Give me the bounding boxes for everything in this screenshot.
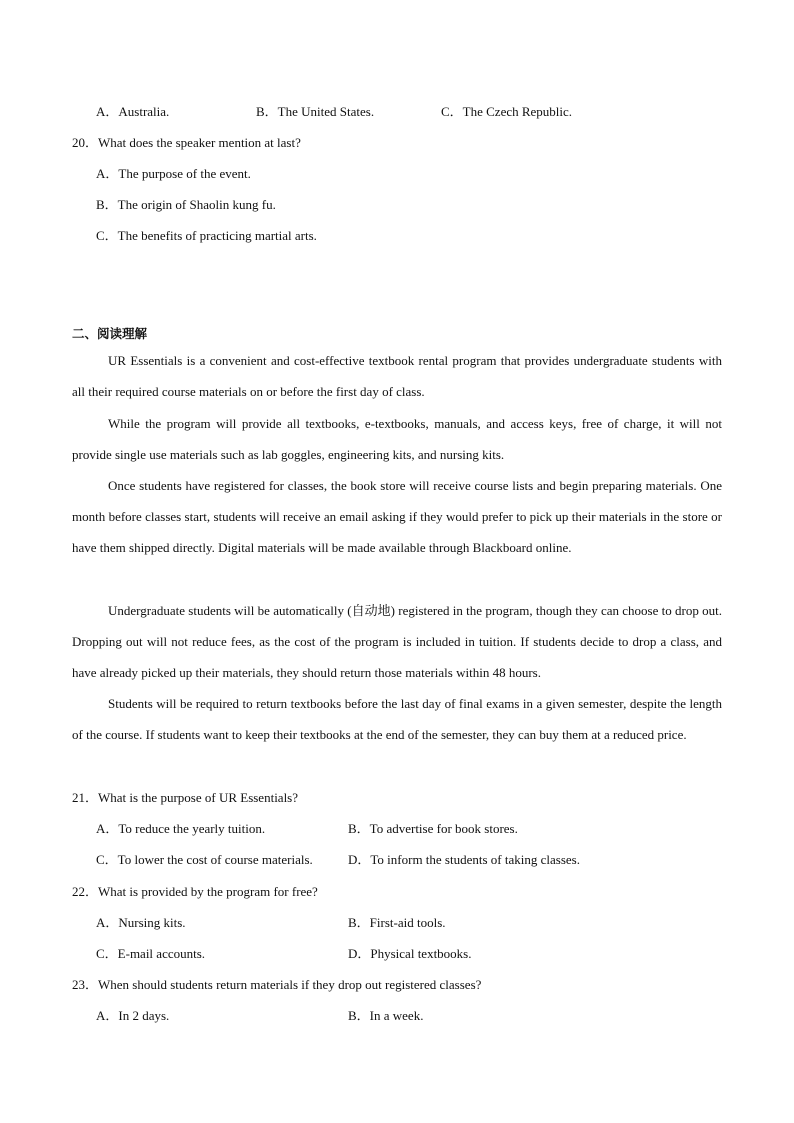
passage-paragraph-2: While the program will provide all textbooks, e-textbooks, manuals, and access keys, free of charge, it will not provide single use materials such as lab goggles, engineering kits, and nursing kits. bbox=[72, 416, 722, 462]
q23-question: 23．When should students return materials if they drop out registered classes? bbox=[72, 977, 482, 992]
q23-options-row-1 bbox=[96, 1007, 722, 1025]
q20-option-a-text: A．The purpose of the event. bbox=[96, 166, 251, 181]
q22-option-a: A．Nursing kits. bbox=[96, 915, 186, 930]
q23-option-a: A．In 2 days. bbox=[96, 1008, 170, 1023]
q22-question: 22．What is provided by the program for free? bbox=[72, 884, 318, 899]
q20-option-b-text: B．The origin of Shaolin kung fu. bbox=[96, 197, 276, 212]
passage-paragraph-3: Once students have registered for classes, the book store will receive course lists and begin preparing materials. One month before classes start, students will receive an email asking if they would prefer to pick up their materials in the store or have them shipped directly. Digital materials will be made available through Blackboard online. bbox=[72, 478, 722, 555]
q20-question: 20．What does the speaker mention at last? bbox=[72, 135, 301, 150]
section-title: 二、阅读理解 bbox=[72, 326, 148, 341]
q19-option-a: A．Australia. bbox=[96, 104, 170, 119]
q19-options-row bbox=[96, 103, 722, 121]
q22-option-d: D．Physical textbooks. bbox=[348, 946, 472, 961]
q20-option-c bbox=[96, 227, 722, 245]
q21-options-row-2 bbox=[96, 851, 722, 869]
q23-option-b: B．In a week. bbox=[348, 1008, 424, 1023]
q19-option-c: C．The Czech Republic. bbox=[441, 104, 573, 119]
passage-paragraph-1: UR Essentials is a convenient and cost-effective textbook rental program that provides undergraduate students with all their required course materials on or before the first day of class. bbox=[72, 353, 722, 399]
q22-options-row-2 bbox=[96, 945, 722, 963]
q21-option-a: A．To reduce the yearly tuition. bbox=[96, 821, 266, 836]
q21-question: 21．What is the purpose of UR Essentials? bbox=[72, 790, 299, 805]
q21-option-b: B．To advertise for book stores. bbox=[348, 821, 518, 836]
q22-option-c: C．E-mail accounts. bbox=[96, 946, 206, 961]
q19-option-b: B．The United States. bbox=[256, 104, 375, 119]
passage-paragraph-4: Undergraduate students will be automatically (自动地) registered in the program, though they can choose to drop out. Dropping out will not reduce fees, as the cost of the program is included in tuition. If students decide to drop a class, and have already picked up their materials, they should return those materials within 48 hours. bbox=[72, 603, 722, 680]
q22-options-row-1 bbox=[96, 914, 722, 932]
q20-option-a bbox=[96, 165, 722, 183]
q20-option-c-text: C．The benefits of practicing martial arts. bbox=[96, 228, 317, 243]
q21-options-row-1 bbox=[96, 820, 722, 838]
q22-option-b: B．First-aid tools. bbox=[348, 915, 446, 930]
q20-option-b bbox=[96, 196, 722, 214]
q21-option-d: D．To inform the students of taking classes. bbox=[348, 852, 580, 867]
passage-paragraph-5: Students will be required to return textbooks before the last day of final exams in a given semester, despite the length of the course. If students want to keep their textbooks at the end of the semester, they can buy them at a reduced price. bbox=[72, 696, 722, 742]
q21-option-c: C．To lower the cost of course materials. bbox=[96, 852, 313, 867]
